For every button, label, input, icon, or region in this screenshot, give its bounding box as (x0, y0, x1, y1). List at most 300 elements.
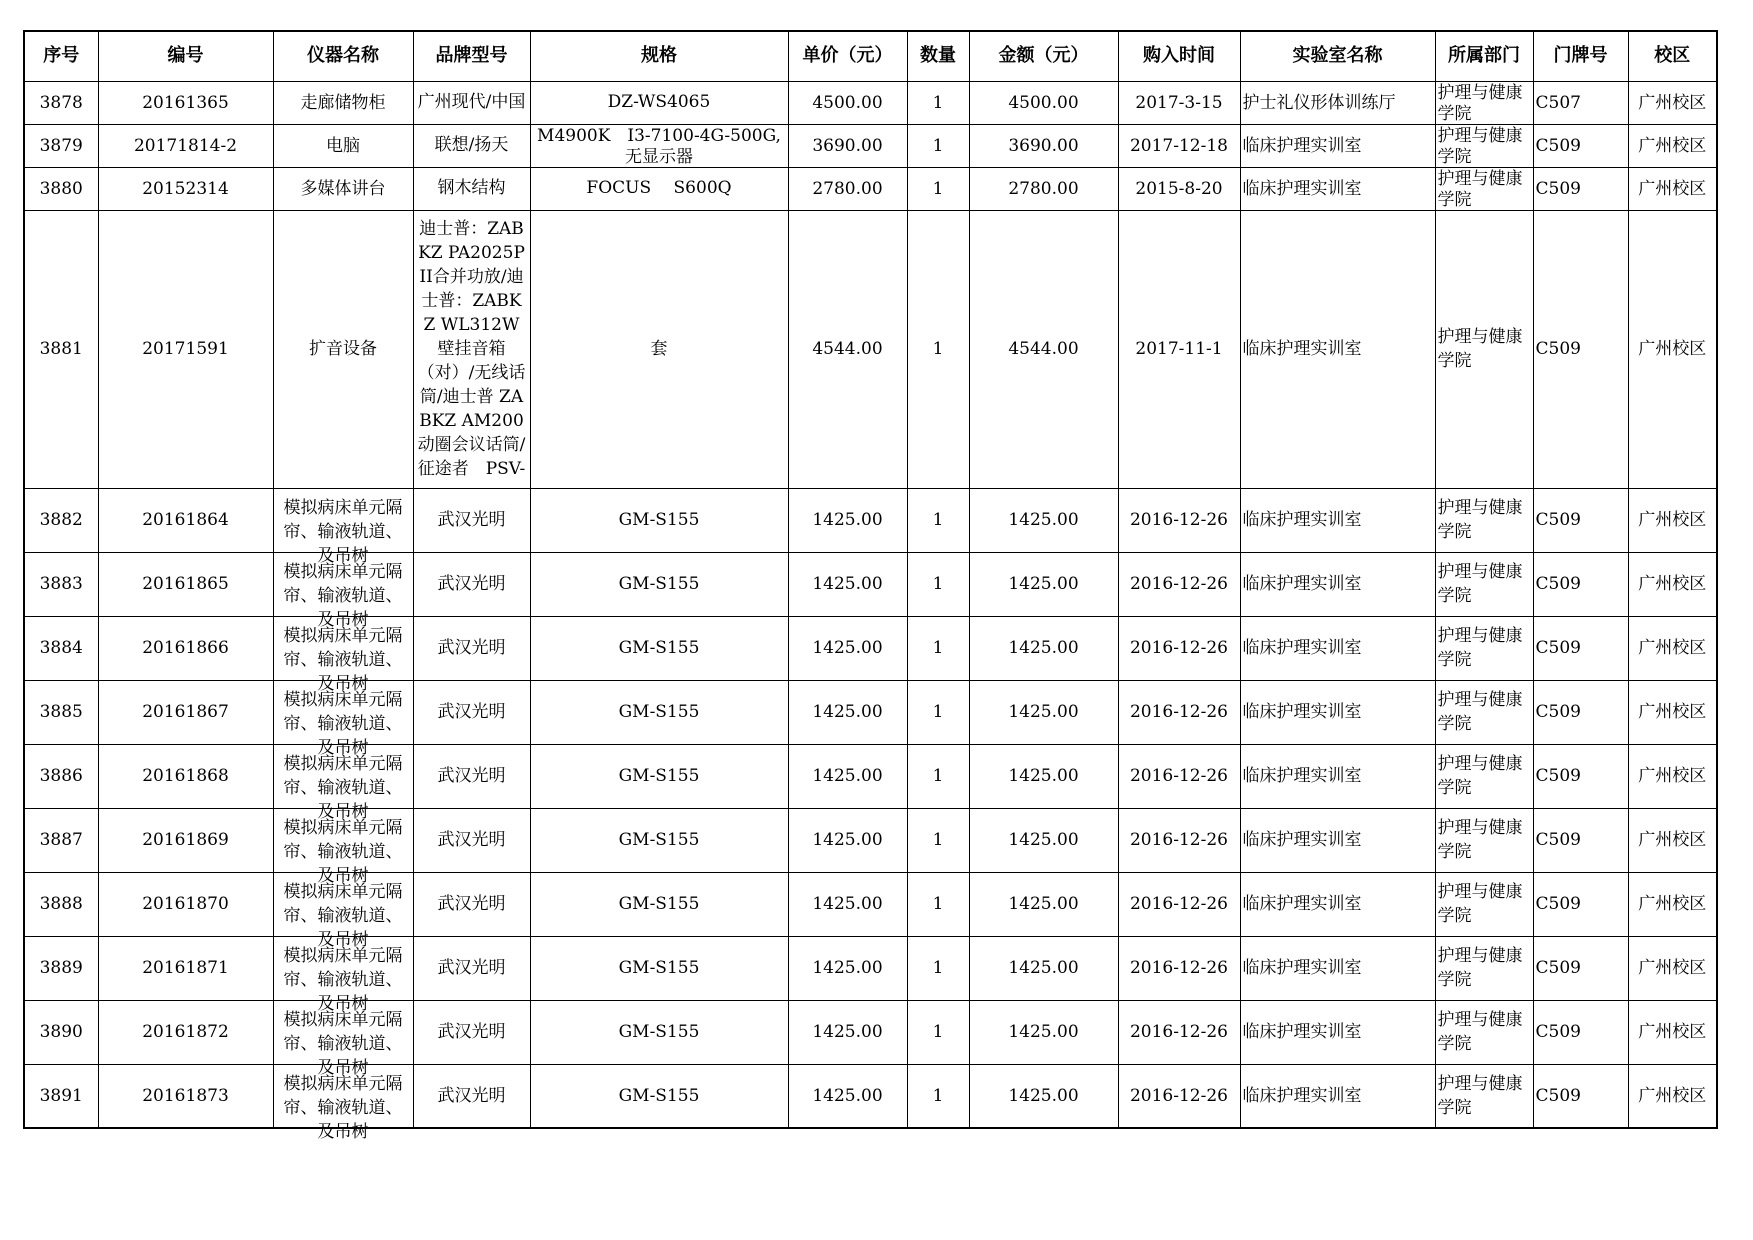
cell-amount (969, 808, 1118, 872)
cell-brand-text: 武汉光明 (437, 766, 506, 786)
cell-spec-text: GM-S155 (618, 958, 700, 978)
cell-campus (1628, 488, 1717, 552)
cell-amount (969, 552, 1118, 616)
cell-price-text: 1425.00 (812, 638, 883, 658)
cell-room (1533, 1064, 1628, 1128)
cell-amount (969, 1064, 1118, 1128)
cell-date-text: 2016-12-26 (1129, 766, 1228, 786)
cell-amount-text: 1425.00 (1008, 702, 1079, 722)
cell-name-text: 多媒体讲台 (300, 178, 386, 199)
cell-code (98, 124, 273, 167)
cell-campus (1628, 744, 1717, 808)
cell-qty-text: 1 (932, 92, 944, 113)
cell-brand (413, 552, 530, 616)
col-header-price: 单价（元） (788, 31, 907, 81)
cell-seq-text: 3887 (39, 830, 83, 850)
table-row (24, 488, 1717, 552)
cell-dept (1435, 616, 1533, 680)
cell-lab (1240, 1000, 1435, 1064)
cell-amount-text: 2780.00 (1008, 178, 1079, 199)
cell-price-text: 4544.00 (812, 339, 883, 359)
cell-code-text: 20171814-2 (133, 135, 238, 156)
cell-seq-text: 3882 (39, 510, 83, 530)
cell-name-text: 模拟病床单元隔帘、输液轨道、及吊树 (283, 818, 403, 886)
cell-name (273, 1000, 413, 1078)
cell-amount (969, 872, 1118, 936)
cell-lab (1240, 872, 1435, 936)
cell-date (1118, 488, 1240, 552)
cell-lab-text: 临床护理实训室 (1242, 178, 1362, 199)
equipment-inventory-table (23, 30, 1718, 1142)
cell-price (788, 1064, 907, 1128)
cell-brand (413, 744, 530, 808)
cell-room (1533, 1000, 1628, 1064)
cell-price-text: 1425.00 (812, 702, 883, 722)
cell-code-text: 20161866 (142, 638, 229, 658)
cell-brand (413, 936, 530, 1000)
table-row (24, 167, 1717, 210)
cell-campus-text: 广州校区 (1638, 510, 1707, 530)
table-row (24, 808, 1717, 872)
cell-campus-text: 广州校区 (1638, 178, 1707, 199)
cell-seq-text: 3888 (39, 894, 83, 914)
cell-name (273, 167, 413, 210)
cell-dept (1435, 1064, 1533, 1128)
cell-code-text: 20171591 (142, 339, 229, 359)
cell-room-text: C509 (1535, 830, 1581, 850)
cell-lab (1240, 744, 1435, 808)
cell-brand (413, 872, 530, 936)
cell-code (98, 680, 273, 744)
cell-spec (530, 744, 788, 808)
cell-price (788, 488, 907, 552)
cell-spec-text: GM-S155 (618, 510, 700, 530)
cell-seq (24, 872, 98, 936)
cell-qty-text: 1 (932, 510, 944, 530)
cell-lab-text: 临床护理实训室 (1242, 894, 1362, 914)
cell-date-text: 2016-12-26 (1129, 574, 1228, 594)
cell-brand (413, 808, 530, 872)
cell-campus-text: 广州校区 (1638, 1022, 1707, 1042)
cell-brand-text: 武汉光明 (437, 894, 506, 914)
cell-brand-text: 武汉光明 (437, 702, 506, 722)
cell-spec-text: FOCUS S600Q (586, 178, 732, 198)
cell-dept (1435, 124, 1533, 167)
cell-campus-text: 广州校区 (1638, 339, 1707, 359)
cell-qty (907, 936, 969, 1000)
table-row (24, 680, 1717, 744)
cell-date-text: 2017-11-1 (1135, 339, 1223, 359)
header-row (24, 31, 1717, 81)
cell-qty-text: 1 (932, 1085, 944, 1106)
cell-name-text: 模拟病床单元隔帘、输液轨道、及吊树 (283, 1073, 403, 1142)
col-header-campus: 校区 (1628, 31, 1717, 81)
cell-code (98, 210, 273, 488)
cell-qty-text: 1 (932, 766, 944, 786)
cell-room-text: C507 (1535, 92, 1581, 113)
cell-name (273, 1064, 413, 1142)
col-header-seq: 序号 (24, 31, 98, 81)
cell-lab-text: 临床护理实训室 (1242, 830, 1362, 850)
cell-brand (413, 488, 530, 552)
cell-room (1533, 81, 1628, 124)
cell-spec-text: DZ-WS4065 (607, 92, 711, 112)
cell-qty (907, 124, 969, 167)
cell-code-text: 20161865 (142, 574, 229, 594)
cell-spec-text: M4900K I3-7100-4G-500G,无显示器 (537, 125, 781, 167)
cell-date-text: 2016-12-26 (1129, 958, 1228, 978)
cell-campus-text: 广州校区 (1638, 766, 1707, 786)
cell-brand (413, 1000, 530, 1064)
cell-amount-text: 1425.00 (1008, 1085, 1079, 1106)
cell-spec (530, 872, 788, 936)
cell-campus-text: 广州校区 (1638, 1085, 1707, 1106)
cell-seq-text: 3881 (39, 339, 83, 359)
cell-name-text: 模拟病床单元隔帘、输液轨道、及吊树 (283, 754, 403, 822)
cell-room (1533, 552, 1628, 616)
cell-amount-text: 1425.00 (1008, 510, 1079, 530)
cell-code (98, 81, 273, 124)
table-row (24, 1064, 1717, 1128)
col-header-dept: 所属部门 (1435, 31, 1533, 81)
cell-date (1118, 167, 1240, 210)
cell-dept-text: 护理与健康学院 (1437, 498, 1523, 542)
col-header-amount: 金额（元） (969, 31, 1118, 81)
cell-code-text: 20161864 (142, 510, 229, 530)
cell-price-text: 3690.00 (812, 135, 883, 156)
cell-lab (1240, 936, 1435, 1000)
table-row (24, 210, 1717, 488)
table-row (24, 744, 1717, 808)
cell-spec-text: GM-S155 (618, 1085, 700, 1106)
cell-lab-text: 临床护理实训室 (1242, 1085, 1362, 1106)
cell-dept-text: 护理与健康学院 (1437, 562, 1523, 606)
cell-name-text: 模拟病床单元隔帘、输液轨道、及吊树 (283, 882, 403, 950)
cell-campus (1628, 936, 1717, 1000)
cell-amount-text: 1425.00 (1008, 638, 1079, 658)
cell-code-text: 20161871 (142, 958, 229, 978)
cell-room-text: C509 (1535, 702, 1581, 722)
cell-dept-text: 护理与健康学院 (1437, 818, 1523, 862)
cell-room-text: C509 (1535, 958, 1581, 978)
cell-lab (1240, 124, 1435, 167)
cell-dept (1435, 1000, 1533, 1064)
cell-dept (1435, 488, 1533, 552)
cell-amount-text: 4544.00 (1008, 339, 1079, 359)
cell-price (788, 936, 907, 1000)
cell-qty (907, 1064, 969, 1128)
cell-seq-text: 3883 (39, 574, 83, 594)
cell-spec (530, 488, 788, 552)
cell-room-text: C509 (1535, 1085, 1581, 1106)
cell-code (98, 167, 273, 210)
cell-room (1533, 744, 1628, 808)
cell-price (788, 210, 907, 488)
cell-price (788, 124, 907, 167)
cell-date-text: 2016-12-26 (1129, 638, 1228, 658)
cell-price-text: 2780.00 (812, 178, 883, 199)
cell-seq-text: 3878 (39, 92, 83, 113)
cell-room-text: C509 (1535, 638, 1581, 658)
cell-code-text: 20161867 (142, 702, 229, 722)
cell-brand-text: 广州现代/中国 (417, 92, 526, 112)
cell-name-text: 电脑 (326, 135, 360, 156)
cell-date-text: 2016-12-26 (1129, 830, 1228, 850)
col-header-code: 编号 (98, 31, 273, 81)
cell-name-text: 模拟病床单元隔帘、输液轨道、及吊树 (283, 562, 403, 630)
cell-date-text: 2016-12-26 (1129, 894, 1228, 914)
cell-campus-text: 广州校区 (1638, 135, 1707, 156)
cell-brand-text: 迪士普：ZABKZ PA2025PII合并功放/迪士普：ZABKZ WL312W壁挂音箱（对）/无线话筒/迪士普 ZABKZ AM200动圈会议话筒/征途者 PSV- (417, 219, 526, 479)
cell-price (788, 81, 907, 124)
cell-brand-text: 武汉光明 (437, 958, 506, 978)
cell-dept (1435, 680, 1533, 744)
cell-code (98, 872, 273, 936)
cell-brand-text: 武汉光明 (437, 1085, 506, 1106)
cell-brand-text: 武汉光明 (437, 510, 506, 530)
cell-seq (24, 936, 98, 1000)
cell-code-text: 20161870 (142, 894, 229, 914)
cell-brand-text: 武汉光明 (437, 1022, 506, 1042)
table-row (24, 872, 1717, 936)
cell-amount-text: 1425.00 (1008, 1022, 1079, 1042)
cell-brand (413, 124, 530, 167)
cell-seq-text: 3890 (39, 1022, 83, 1042)
cell-code (98, 488, 273, 552)
cell-spec-text: GM-S155 (618, 574, 700, 594)
cell-dept-text: 护理与健康学院 (1437, 125, 1523, 167)
cell-qty-text: 1 (932, 638, 944, 658)
cell-name (273, 808, 413, 886)
cell-room (1533, 616, 1628, 680)
cell-qty-text: 1 (932, 958, 944, 978)
cell-lab-text: 临床护理实训室 (1242, 135, 1362, 156)
cell-spec (530, 81, 788, 124)
cell-lab (1240, 616, 1435, 680)
cell-brand (413, 210, 530, 488)
cell-lab-text: 临床护理实训室 (1242, 1022, 1362, 1042)
cell-amount-text: 1425.00 (1008, 766, 1079, 786)
cell-lab-text: 临床护理实训室 (1242, 339, 1362, 359)
cell-price-text: 1425.00 (812, 1022, 883, 1042)
cell-price (788, 680, 907, 744)
cell-seq (24, 1000, 98, 1064)
cell-dept-text: 护理与健康学院 (1437, 882, 1523, 926)
cell-date-text: 2016-12-26 (1129, 1085, 1228, 1106)
cell-qty (907, 81, 969, 124)
cell-name-text: 模拟病床单元隔帘、输液轨道、及吊树 (283, 626, 403, 694)
cell-code (98, 1064, 273, 1128)
cell-seq (24, 488, 98, 552)
cell-code-text: 20152314 (142, 178, 229, 199)
cell-room-text: C509 (1535, 178, 1581, 199)
cell-qty (907, 167, 969, 210)
cell-qty (907, 680, 969, 744)
cell-date-text: 2017-12-18 (1129, 135, 1228, 156)
cell-room-text: C509 (1535, 135, 1581, 156)
col-header-lab: 实验室名称 (1240, 31, 1435, 81)
cell-code (98, 808, 273, 872)
cell-spec-text: GM-S155 (618, 702, 700, 722)
cell-name-text: 模拟病床单元隔帘、输液轨道、及吊树 (283, 1010, 403, 1078)
cell-seq (24, 552, 98, 616)
col-header-brand: 品牌型号 (413, 31, 530, 81)
cell-date-text: 2016-12-26 (1129, 510, 1228, 530)
cell-qty (907, 616, 969, 680)
cell-qty-text: 1 (932, 339, 944, 359)
cell-name (273, 552, 413, 630)
cell-price (788, 167, 907, 210)
cell-price-text: 1425.00 (812, 1085, 883, 1106)
cell-dept (1435, 744, 1533, 808)
cell-price-text: 1425.00 (812, 574, 883, 594)
table-row (24, 1000, 1717, 1064)
cell-qty-text: 1 (932, 702, 944, 722)
cell-brand-text: 武汉光明 (437, 574, 506, 594)
cell-dept-text: 护理与健康学院 (1437, 1073, 1523, 1118)
cell-seq (24, 616, 98, 680)
cell-spec (530, 616, 788, 680)
cell-spec-text: 套 (650, 339, 668, 359)
cell-room (1533, 808, 1628, 872)
cell-code (98, 616, 273, 680)
cell-qty-text: 1 (932, 894, 944, 914)
cell-brand (413, 81, 530, 124)
cell-brand-text: 武汉光明 (437, 830, 506, 850)
cell-price (788, 744, 907, 808)
table-row (24, 936, 1717, 1000)
cell-date (1118, 680, 1240, 744)
cell-amount (969, 124, 1118, 167)
table-row (24, 81, 1717, 124)
cell-campus-text: 广州校区 (1638, 702, 1707, 722)
cell-price (788, 616, 907, 680)
cell-campus (1628, 167, 1717, 210)
cell-lab (1240, 488, 1435, 552)
cell-name-text: 模拟病床单元隔帘、输液轨道、及吊树 (283, 946, 403, 1014)
cell-qty-text: 1 (932, 830, 944, 850)
cell-amount-text: 4500.00 (1008, 92, 1079, 113)
cell-campus (1628, 81, 1717, 124)
cell-campus-text: 广州校区 (1638, 830, 1707, 850)
cell-date-text: 2015-8-20 (1135, 178, 1223, 199)
cell-seq (24, 167, 98, 210)
cell-amount (969, 616, 1118, 680)
cell-price (788, 808, 907, 872)
cell-campus (1628, 808, 1717, 872)
cell-qty-text: 1 (932, 178, 944, 199)
cell-spec-text: GM-S155 (618, 1022, 700, 1042)
cell-spec (530, 808, 788, 872)
cell-price-text: 1425.00 (812, 510, 883, 530)
cell-amount (969, 210, 1118, 488)
cell-dept-text: 护理与健康学院 (1437, 946, 1523, 990)
cell-price-text: 1425.00 (812, 894, 883, 914)
cell-campus (1628, 1000, 1717, 1064)
cell-room-text: C509 (1535, 766, 1581, 786)
cell-spec (530, 936, 788, 1000)
cell-amount-text: 1425.00 (1008, 958, 1079, 978)
cell-qty-text: 1 (932, 135, 944, 156)
cell-room (1533, 167, 1628, 210)
cell-date (1118, 872, 1240, 936)
cell-name (273, 744, 413, 822)
cell-campus-text: 广州校区 (1638, 958, 1707, 978)
cell-seq-text: 3886 (39, 766, 83, 786)
cell-amount (969, 744, 1118, 808)
cell-seq-text: 3880 (39, 178, 83, 199)
cell-campus (1628, 872, 1717, 936)
cell-amount-text: 1425.00 (1008, 830, 1079, 850)
cell-lab (1240, 680, 1435, 744)
col-header-date: 购入时间 (1118, 31, 1240, 81)
cell-lab-text: 临床护理实训室 (1242, 766, 1362, 786)
cell-code (98, 1000, 273, 1064)
cell-amount (969, 680, 1118, 744)
cell-seq (24, 210, 98, 488)
cell-price-text: 1425.00 (812, 958, 883, 978)
cell-campus (1628, 616, 1717, 680)
cell-room-text: C509 (1535, 339, 1581, 359)
cell-name-text: 走廊储物柜 (300, 92, 386, 113)
cell-code-text: 20161869 (142, 830, 229, 850)
cell-spec (530, 1064, 788, 1128)
cell-price (788, 872, 907, 936)
cell-dept-text: 护理与健康学院 (1437, 690, 1523, 734)
cell-code (98, 936, 273, 1000)
cell-lab (1240, 167, 1435, 210)
cell-name-text: 模拟病床单元隔帘、输液轨道、及吊树 (283, 498, 403, 566)
cell-campus-text: 广州校区 (1638, 894, 1707, 914)
cell-dept-text: 护理与健康学院 (1437, 626, 1523, 670)
cell-qty (907, 210, 969, 488)
cell-code-text: 20161873 (142, 1085, 229, 1106)
cell-code-text: 20161365 (142, 92, 229, 113)
cell-room (1533, 872, 1628, 936)
cell-name-text: 模拟病床单元隔帘、输液轨道、及吊树 (283, 690, 403, 758)
cell-seq-text: 3884 (39, 638, 83, 658)
cell-date-text: 2016-12-26 (1129, 1022, 1228, 1042)
cell-seq (24, 680, 98, 744)
cell-name (273, 124, 413, 167)
cell-spec (530, 167, 788, 210)
cell-qty (907, 808, 969, 872)
cell-room-text: C509 (1535, 894, 1581, 914)
cell-campus (1628, 1064, 1717, 1128)
cell-date (1118, 1064, 1240, 1128)
cell-code-text: 20161868 (142, 766, 229, 786)
cell-brand (413, 1064, 530, 1128)
cell-brand-text: 联想/扬天 (434, 135, 509, 155)
cell-date-text: 2017-3-15 (1135, 92, 1223, 113)
cell-date-text: 2016-12-26 (1129, 702, 1228, 722)
cell-name-text: 扩音设备 (309, 339, 377, 359)
cell-name (273, 680, 413, 758)
cell-date (1118, 81, 1240, 124)
cell-lab-text: 临床护理实训室 (1242, 510, 1362, 530)
cell-dept-text: 护理与健康学院 (1437, 754, 1523, 798)
cell-name (273, 210, 413, 488)
cell-dept (1435, 81, 1533, 124)
cell-lab-text: 临床护理实训室 (1242, 574, 1362, 594)
cell-dept-text: 护理与健康学院 (1437, 327, 1523, 371)
cell-lab (1240, 210, 1435, 488)
cell-dept (1435, 936, 1533, 1000)
cell-amount-text: 1425.00 (1008, 894, 1079, 914)
cell-spec-text: GM-S155 (618, 638, 700, 658)
cell-date (1118, 744, 1240, 808)
cell-seq (24, 124, 98, 167)
